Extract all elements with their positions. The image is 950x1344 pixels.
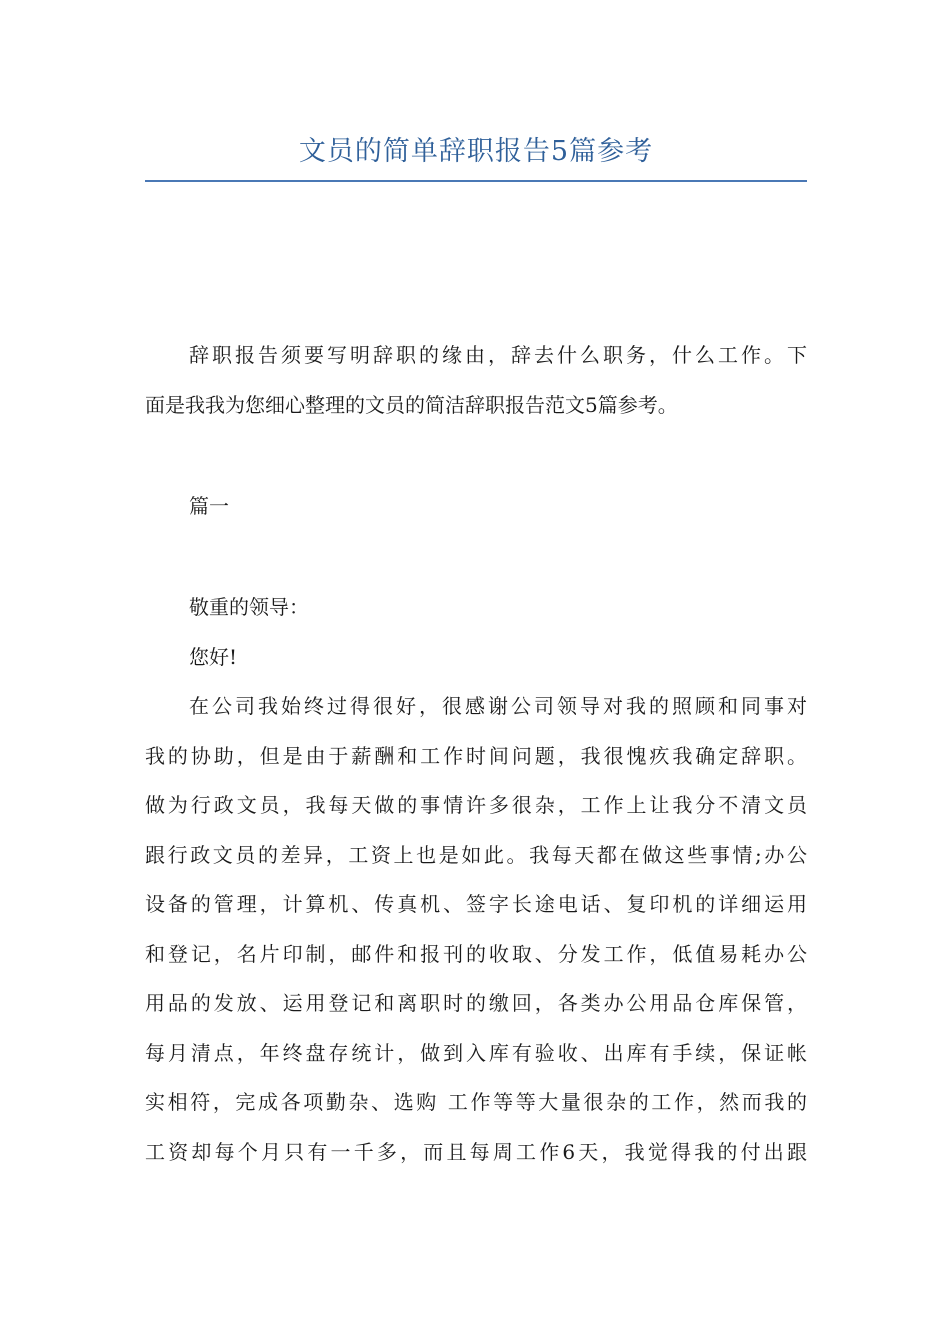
body-line: 设备的管理，计算机、传真机、签字长途电话、复印机的详细运用 — [145, 892, 807, 916]
letter-body — [145, 583, 807, 1177]
salutation: 敬重的领导： — [189, 595, 309, 619]
greeting: 您好! — [189, 644, 238, 669]
document-title: 文员的简单辞职报告5篇参考 — [298, 136, 654, 167]
intro-line: 辞职报告须要写明辞职的缘由，辞去什么职务，什么工作。下 — [189, 343, 807, 367]
body-line: 实相符，完成各项勤杂、选购 工作等等大量很杂的工作，然而我的 — [145, 1090, 807, 1114]
body-line: 在公司我始终过得很好，很感谢公司领导对我的照顾和同事对 — [189, 694, 807, 718]
section-heading — [145, 482, 807, 532]
title-underline — [145, 180, 807, 182]
body-line: 跟行政文员的差异，工资上也是如此。我每天都在做这些事情;办公 — [145, 842, 807, 867]
intro-line: 面是我我为您细心整理的文员的简洁辞职报告范文5篇参考。 — [145, 392, 678, 417]
body-line: 工资却每个月只有一千多，而且每周工作6天，我觉得我的付出跟 — [145, 1139, 807, 1164]
body-line: 我的协助，但是由于薪酬和工作时间问题，我很愧疚我确定辞职。 — [145, 743, 807, 768]
body-line: 每月清点，年终盘存统计，做到入库有验收、出库有手续，保证帐 — [145, 1040, 807, 1065]
intro-paragraph — [145, 331, 807, 430]
section-heading-text: 篇一 — [189, 494, 229, 518]
body-line: 做为行政文员，我每天做的事情许多很杂，工作上让我分不清文员 — [145, 793, 807, 817]
body-line: 和登记，名片印制，邮件和报刊的收取、分发工作，低值易耗办公 — [145, 941, 807, 966]
body-line: 用品的发放、运用登记和离职时的缴回，各类办公用品仓库保管， — [145, 991, 807, 1015]
